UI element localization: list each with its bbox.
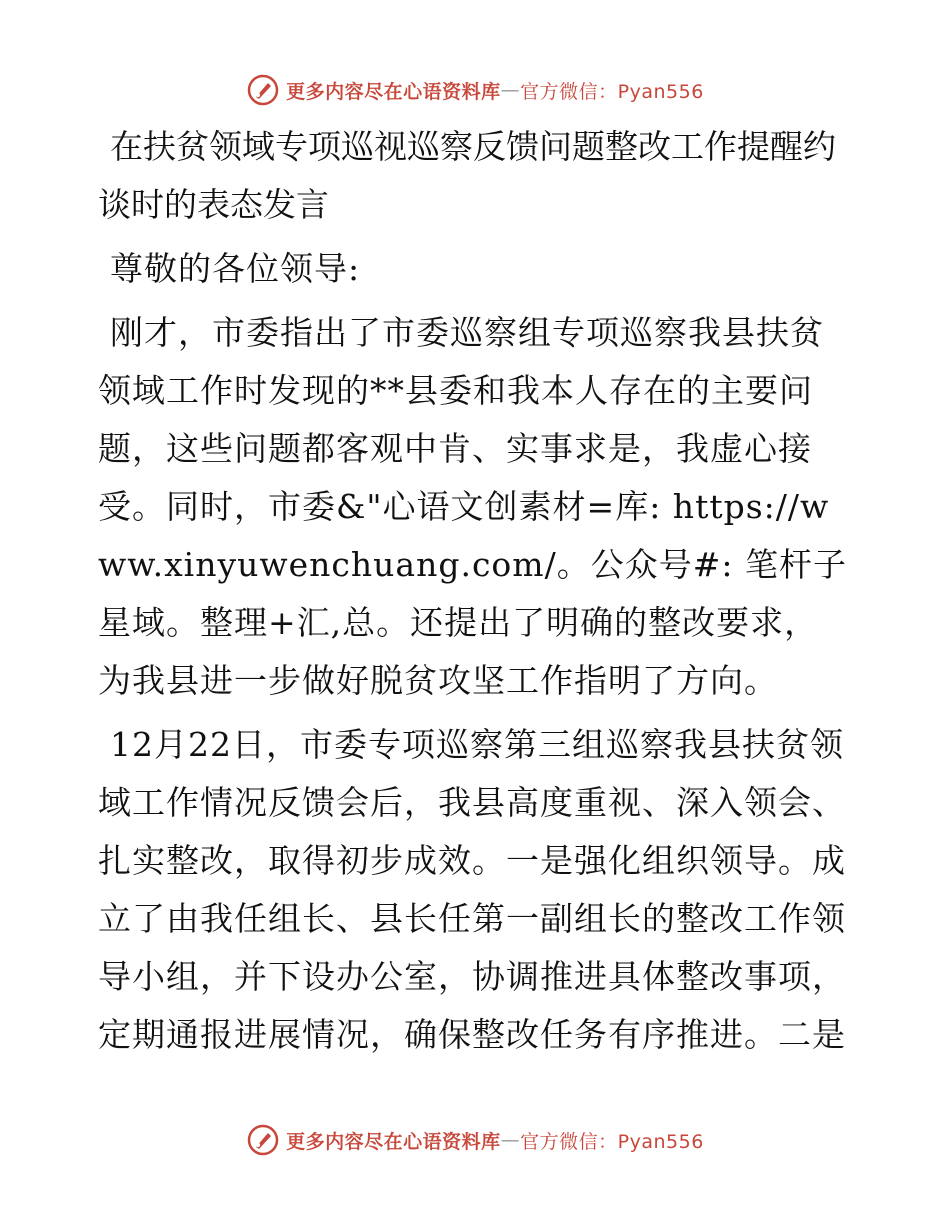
pen-nib-logo-icon bbox=[246, 1123, 280, 1157]
salutation: 尊敬的各位领导: bbox=[110, 249, 361, 288]
banner-contact-text: 官方微信：Pyan556 bbox=[520, 1130, 704, 1153]
paragraph-1: 刚才，市委指出了市委巡察组专项巡察我县扶贫领域工作时发现的**县委和我本人存在的主要问题，这些问题都客观中肯、实事求是，我虚心接受。同时，市委&"心语文创素材=库: https://www.xinyuwenchuang.com/。公众号#: 笔杆子星域。整理+汇,总。还提出了明确的整改要求，为我县进一步做好脱贫攻坚工作指明了方向。 bbox=[98, 313, 847, 700]
banner-separator: — bbox=[500, 79, 521, 101]
pen-nib-logo-icon bbox=[246, 73, 280, 107]
banner-main-text: 更多内容尽在心语资料库 bbox=[286, 1130, 501, 1153]
footer-banner bbox=[0, 1120, 950, 1160]
banner-contact-text: 官方微信：Pyan556 bbox=[520, 80, 704, 103]
document-title: 在扶贫领域专项巡视巡察反馈问题整改工作提醒约谈时的表态发言 bbox=[98, 127, 836, 224]
paragraph-2: 12月22日，市委专项巡察第三组巡察我县扶贫领域工作情况反馈会后，我县高度重视、深入领会、扎实整改，取得初步成效。一是强化组织领导。成立了由我任组长、县长任第一副组长的整改工作领导小组，并下设办公室，协调推进具体整改事项，定期通报进展情况，确保整改任务有序推进。二是 bbox=[98, 725, 846, 1054]
banner-separator: — bbox=[500, 1129, 521, 1151]
header-banner bbox=[0, 70, 950, 110]
banner-main-text: 更多内容尽在心语资料库 bbox=[286, 80, 501, 103]
document-body bbox=[98, 118, 850, 1070]
